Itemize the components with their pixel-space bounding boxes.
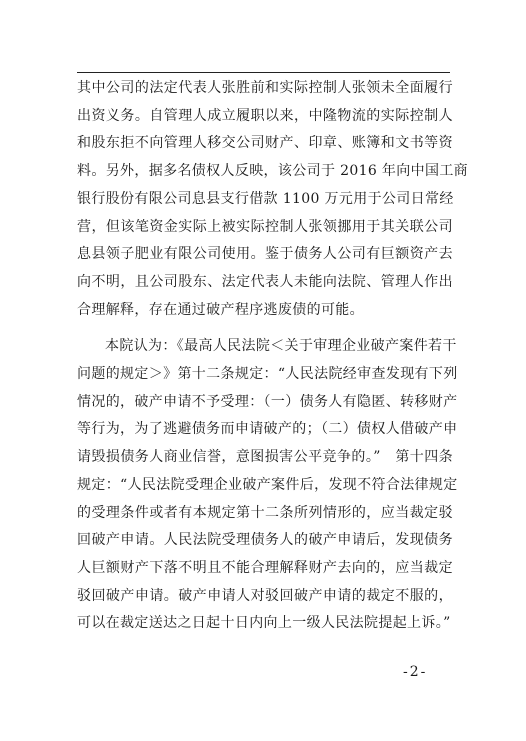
text-line: 本院认为：《最高人民法院＜关于审理企业破产案件若干 [105,338,457,355]
text-line: 人巨额财产下落不明且不能合理解释财产去向的，应当裁定 [77,559,453,576]
text-line: 银行股份有限公司息县支行借款 1100 万元用于公司日常经 [77,190,454,207]
text-line: 请毁损债务人商业信誉，意图损害公平竞争的。” 第十四条 [77,449,453,466]
text-line: 情况的，破产申请不予受理：（一）债务人有隐匿、转移财产 [77,393,458,410]
text-line: 的受理条件或者有本规定第十二条所列情形的，应当裁定驳 [77,504,453,521]
text-line: 回破产申请。人民法院受理债务人的破产申请后，发现债务 [77,532,453,549]
header-rule [77,72,450,73]
text-line: 规定：“人民法院受理企业破产案件后，发现不符合法律规定 [77,476,458,493]
paragraph-court-opinion [77,333,458,638]
text-line: 可以在裁定送达之日起十日内向上一级人民法院提起上诉。” [77,615,451,632]
paragraph-background [77,75,469,324]
text-line: 等行为，为了逃避债务而申请破产的；（二）债权人借破产申 [77,421,458,438]
text-line: 出资义务。自管理人成立履职以来，中隆物流的实际控制人 [77,107,453,124]
document-body [77,75,469,638]
text-line: 合理解释，存在通过破产程序逃废债的可能。 [77,301,364,318]
text-line: 向不明，且公司股东、法定代表人未能向法院、管理人作出 [77,273,453,290]
text-line: 其中公司的法定代表人张胜前和实际控制人张领未全面履行 [77,80,453,96]
page-number: -2- [403,664,428,680]
text-line: 营，但该笔资金实际上被实际控制人张领挪用于其关联公司 [77,218,453,235]
text-line: 料。另外，据多名债权人反映，该公司于 2016 年向中国工商 [77,163,469,180]
text-line: 问题的规定＞》第十二条规定：“人民法院经审查发现有下列 [77,366,458,383]
text-line: 驳回破产申请。破产申请人对驳回破产申请的裁定不服的， [77,587,453,604]
text-line: 息县领子肥业有限公司使用。鉴于债务人公司有巨额资产去 [77,246,453,263]
text-line: 和股东拒不向管理人移交公司财产、印章、账簿和文书等资 [77,135,453,152]
